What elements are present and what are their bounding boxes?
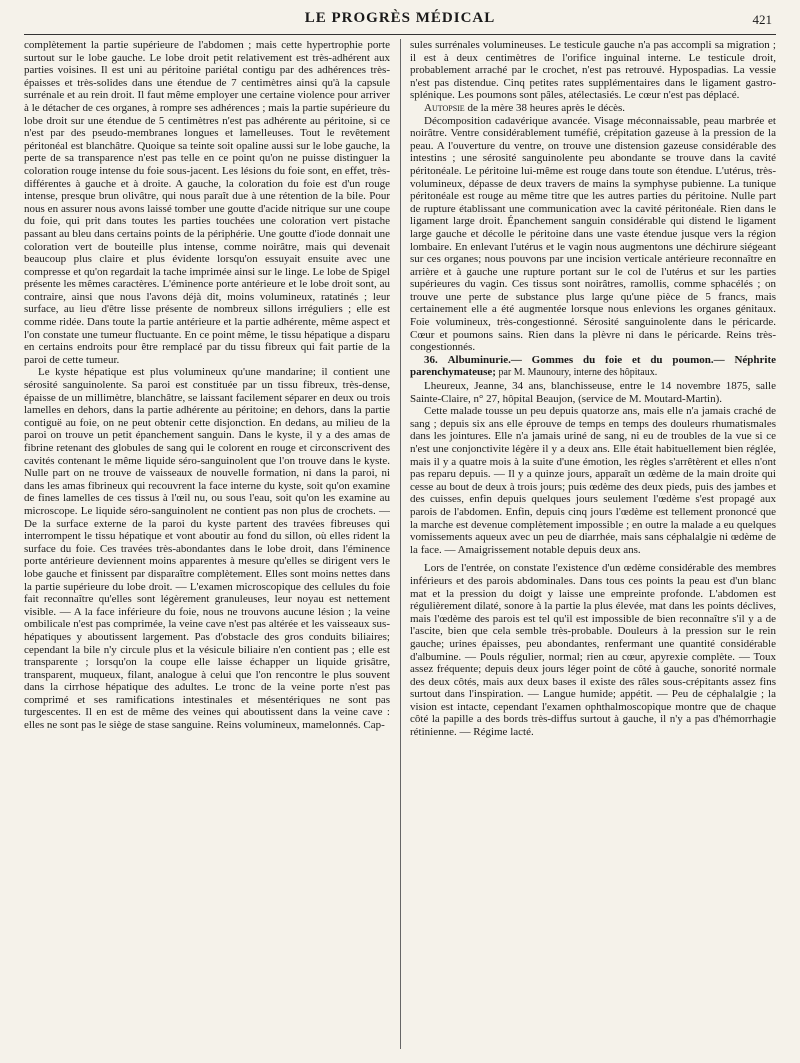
section-byline: par M. Maunoury, interne des hôpitaux. xyxy=(495,367,658,379)
patient-line: Lheureux, Jeanne, 34 ans, blanchisseuse, entre le 14 novembre 1875, salle Sainte-Claire, n° 27, hôpital Beaujon, (service de M. Moutard-Martin). xyxy=(410,380,776,405)
left-paragraph: complètement la partie supérieure de l'abdomen ; mais cette hypertrophie porte surtout sur le lobe gauche. Le lobe droit petit relativement est très-adhérent aux parties voisines. Il est uni au péritoine pariétal contigu par des adhérences très-épaisses et très-solides dans une étendue de 7 centimètres ainsi qu'à la capsule surrénale et au rein droit. Il faut même employer une certaine violence pour arriver à le détacher de ces organes, à rompre ses adhérences ; mais la partie supérieure du lobe droit sur une étendue de 5 centimètres n'est pas adhérente au péritoine, si ce n'est par des pseudo-membranes longues et lamelleuses. Tout le revêtement péritonéal est blanchâtre. Quoique sa teinte soit opaline aussi sur le lobe gauche, la perte de sa transparence n'est pas telle en ce point qu'on ne puisse distinguer la coloration rouge intense du foie sous-jacent. Les lésions du foie sont, en effet, très-différentes à gauche et à droite. A gauche, la coloration du foie est d'un rouge intense, presque brun olivâtre, qui nous paraît due à une rétention de la bile. Pour nous en assurer nous avons laissé tomber une goutte d'acide nitrique sur une coupe du foie, qui prit dans toutes les parties touchées une coloration vert pistache passant au bleu dans certains points de la périphérie. Une goutte d'iode donnait une coloration vert de bouteille plus intense, comme noirâtre, mais qui devenait beaucoup plus claire et plus évidente lorsqu'on essuyait ensuite avec une compresse et qu'on regardait la tache imprimée ainsi sur le linge. Le lobe de Spigel présente les mêmes caractères. L'éminence porte antérieure et le lobe droit sont, au contraire, ainsi que nous l'avons déjà dit, moins volumineux, ratatinés ; leur surface, au lieu d'être lisse présente de nombreux sillons irréguliers ; elle est comme ridée. Dans toute la partie antérieure et la partie adhérente, même aspect et l'on constate une tumeur fluctuante. En ce point même, le tissu hépatique a disparu en certains endroits pour être remplacé par du tissu fibreux qui fait partie de la paroi de cette tumeur. xyxy=(24,39,390,366)
text-columns xyxy=(24,39,776,1049)
left-paragraph: Le kyste hépatique est plus volumineux qu'une mandarine; il contient une sérosité sanguinolente. Sa paroi est constituée par un tissu fibreux, très-dense, épaisse de un millimètre, blanchâtre, se laissant facilement séparer en deux ou trois lamelles en dehors, dans la partie adhérente au péritoine; en dehors, dans la partie contiguë au foie, on ne peut obtenir cette disjonction. En dedans, au milieu de la paroi on trouve un petit épanchement sanguin. Dans le kyste, il y a des amas de fibrine retenant des globules de sang qui le colorent en rouge et circonscrivent des cavités contenant le même liquide séro-sanguinolent que l'on trouve dans le kyste. Nulle part on ne trouve de vaisseaux de nouvelle formation, ni dans la paroi, ni dans les amas fibrineux qui recouvrent la face interne du kyste, soit qu'on examine de fines lamelles de ces tissus à l'œil nu, ou sous l'eau, soit qu'on les examine au microscope. Le liquide séro-sanguinolent ne contient pas non plus de crochets. — De la surface externe de la paroi du kyste partent des travées fibreuses qui interrompent le tissu hépatique et vont aboutir au fond du sillon, où elles rident la surface du foie. Ces travées très-abondantes dans le lobe droit, dans l'éminence porte antérieure deviennent moins apparentes à mesure qu'elles se dirigent vers le lobe gauche et finissent par disparaître complètement. Elles sont moins nettes dans la partie supérieure du lobe droit. — L'examen microscopique des cellules du foie fait reconnaître qu'elles sont légèrement granuleuses, leur noyau est nettement visible. — A la face inférieure du foie, nous ne trouvons aucune lésion ; la veine ombilicale n'est pas comprimée, la veine cave n'est pas altérée et les vaisseaux sus-hépatiques y aboutissent largement. Pas d'obstacle des gros conduits biliaires; cependant la bile n'y circule plus et la vésicule biliaire n'en contient pas ; elle est transparente ; lorsqu'on la coupe elle laisse échapper un liquide grisâtre, transparent, muqueux, filant, analogue à celui que l'on rencontre le plus souvent dans la cirrhose hépatique des adultes. Le tronc de la veine porte n'est pas comprimé et ses ramifications intestinales et mésentériques ne sont pas turgescentes. Il en est de même des veines qui aboutissent dans la veine cave : elles ne sont pas le siège de stase sanguine. Reins volumineux, mamelonnés. Cap- xyxy=(24,366,390,732)
case-paragraph: Cette malade tousse un peu depuis quatorze ans, mais elle n'a jamais craché de sang ; depuis six ans elle éprouve de temps en temps des douleurs rhumatismales dans les jointures. Elle n'a jamais uriné de sang, ni eu de troubles de la vue si ce n'est une conjonctivite légère il y a deux ans. Elle était habituellement bien réglée, mais il y a quatre mois à la suite d'une émotion, les règles s'arrêtèrent et elles n'ont pas reparu depuis. — Il y a quinze jours, apparaît un œdème de la main droite qui cesse au bout de deux à trois jours; puis œdème des deux pieds, puis des jambes et des cuisses, enfin depuis quelques jours seulement l'œdème s'est propagé aux parois de l'abdomen. Enfin, depuis cinq jours l'œdème est tellement prononcé que la marche est devenue complètement impossible ; en outre la malade a eu quelques vomissements aqueux avec un peu de diarrhée, mais sans céphalalgie ni œdème de la face. — Amaigrissement notable depuis deux ans. xyxy=(410,405,776,556)
right-paragraph: Décomposition cadavérique avancée. Visage méconnaissable, peau marbrée et noirâtre. Ventre considérablement tuméfié, crépitation gazeuse à la pression de la peau. A l'ouverture du ventre, on trouve une distension gazeuse considérable des intestins ; une sérosité sanguinolente peu abondante se trouve dans la cavité péritonéale. Le péritoine lui-même est rouge dans toute son étendue. L'utérus, très-volumineux, dépasse de deux travers de mains la symphyse pubienne. La tunique péritonéale est rouge au même titre que les autres parties du péritoine. Nulle part de rupture établissant une communication avec la cavité péritonéale. Rien dans le ligament large droit. Épanchement sanguin considérable qui distend le ligament large gauche et décolle le péritoine dans une vaste étendue jusque vers la région lombaire. En enlevant l'utérus et le vagin nous augmentons une déchirure siégeant sur ces organes; nous pouvons par une incision verticale antérieure reconnaître en arrière et à gauche une rupture portant sur le col de l'utérus et sur les parties supérieures du vagin. Ces tissus sont noirâtres, ramollis, comme sphacélés ; on trouve une perte de substance plus large qu'une pièce de 5 francs, mais certainement elle a été augmentée lorsque nous enlevions les organes génitaux. Foie volumineux, très-congestionné. Sérosité sanguinolente dans le péricarde. Cœur et poumons sains. Rien dans la plèvre ni dans le péricarde. Reins très-congestionnés. xyxy=(410,114,776,354)
right-column xyxy=(410,39,776,1049)
autopsie-text: de la mère 38 heures après le décès. xyxy=(464,101,626,114)
left-column xyxy=(24,39,390,1049)
autopsie-paragraph xyxy=(410,102,776,115)
page-header xyxy=(24,10,776,35)
journal-title: LE PROGRÈS MÉDICAL xyxy=(304,10,496,26)
column-divider xyxy=(400,39,401,1049)
autopsie-label: Autopsie xyxy=(424,101,465,114)
right-paragraph: sules surrénales volumineuses. Le testicule gauche n'a pas accompli sa migration ; il est à deux centimètres de l'orifice inguinal interne. Le testicule droit, probablement arraché par le crochet, n'est pas retrouvé. Hypospadias. La vessie n'est pas distendue. Cinq petites rates supplémentaires dans le ligament gastro-splénique. Les poumons sont pâles, atélectasiés. Le cœur n'est pas déplacé. xyxy=(410,39,776,102)
case-paragraph: Lors de l'entrée, on constate l'existence d'un œdème considérable des membres inférieurs et des parois abdominales. Dans tous ces points la peau est d'un blanc mat et la pression du doigt y laisse une empreinte profonde. L'abdomen est régulièrement dilaté, sonore à la partie la plus élevée, mat dans les points déclives, mais l'œdème des parois est tel qu'il est impossible de bien reconnaître s'il y a de l'ascite, bien que cela semble très-probable. Douleurs à la pression sur le rein gauche; urines épaisses, peu abondantes, renfermant une quantité considérable d'albumine. — Pouls régulier, normal; rien au cœur, apyrexie complète. — Toux assez fréquente; depuis deux jours léger point de côté à gauche, sonorité normale des deux côtés, mais aux deux bases il existe des râles sous-crépitants assez fins surtout dans l'inspiration. — Langue humide; appétit. — Peu de céphalalgie ; la vision est intacte, cependant l'examen ophthalmoscopique montre que de chaque côté la papille a des bords très-diffus surtout à gauche, il n'y a pas d'hémorrhagie rétinienne. — Régime lacté. xyxy=(410,562,776,739)
page-number: 421 xyxy=(752,12,772,27)
section-heading xyxy=(410,354,776,380)
section-number: 36. xyxy=(424,353,438,366)
section-title: Albuminurie.— Gommes du foie et du poumon.— Néphrite parenchymateuse; xyxy=(410,353,776,379)
